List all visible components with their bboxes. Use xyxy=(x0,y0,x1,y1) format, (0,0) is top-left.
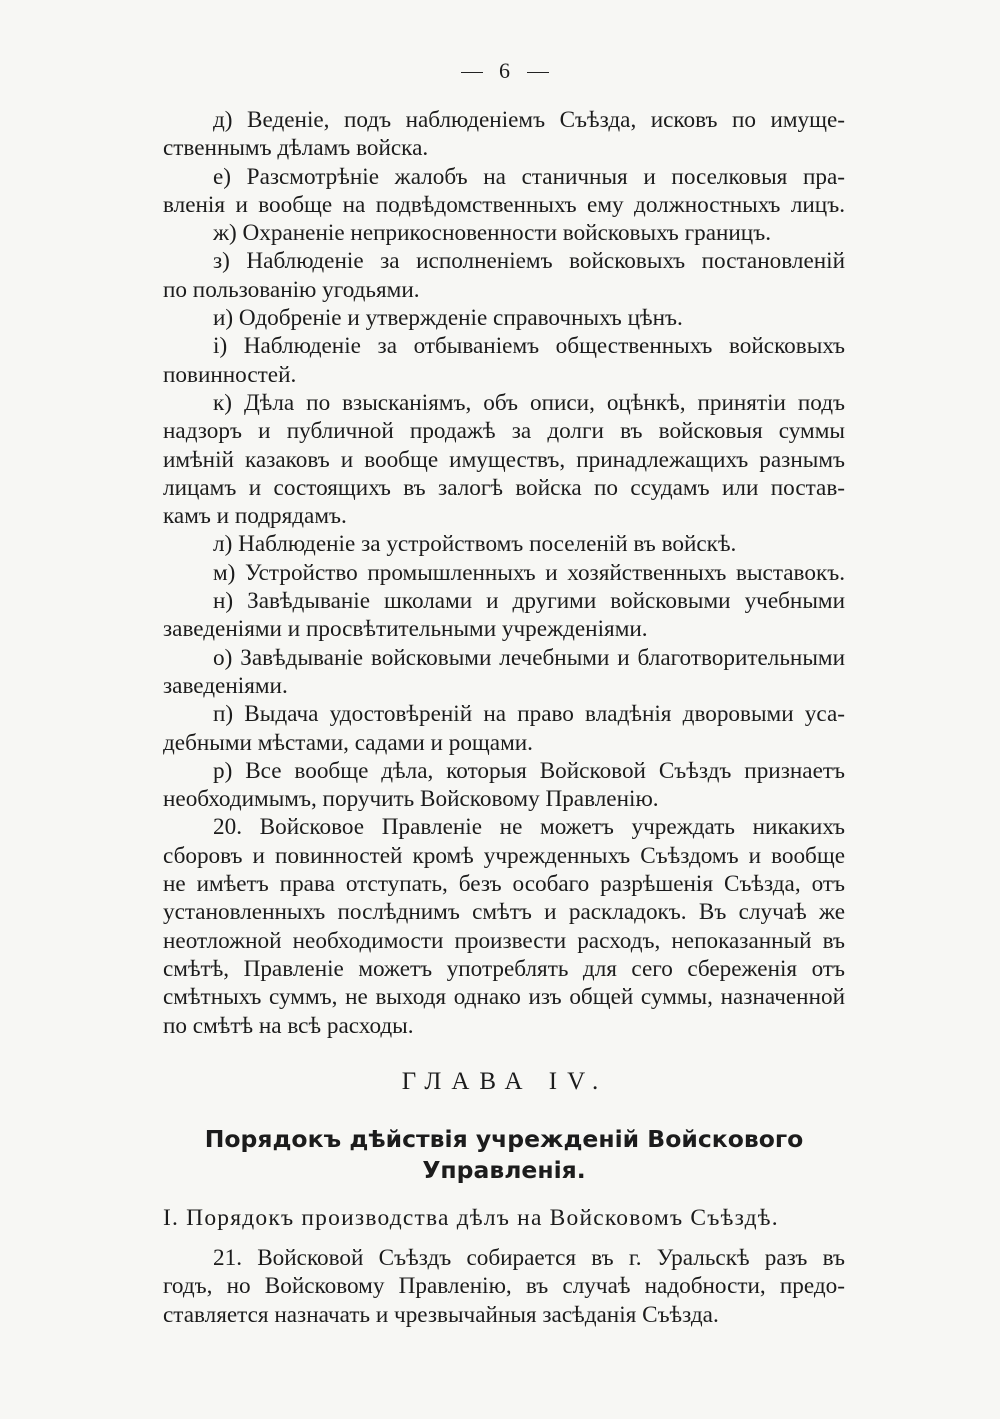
text-line: 21. Войсковой Съѣздъ собирается въ г. Уральскѣ разъ въ xyxy=(213,1245,845,1271)
dash-left xyxy=(461,72,483,73)
text-line: ставляется назначать и чрезвычайныя засѣданія Съѣзда. xyxy=(163,1301,719,1328)
text-line: годъ, но Войсковому Правленію, въ случаѣ надобности, предо- xyxy=(163,1273,845,1300)
text-line: смѣтѣ, Правленіе можетъ употреблять для сего сбереженія отъ xyxy=(163,955,845,982)
chapter-heading xyxy=(163,1124,845,1186)
text-line: повинностей. xyxy=(163,361,297,388)
text-line: е) Разсмотрѣніе жалобъ на станичныя и поселковыя пра- xyxy=(213,163,845,190)
text-line: заведеніями и просвѣтительными учрежденіями. xyxy=(163,616,648,643)
tail-text xyxy=(163,1244,845,1329)
text-line: м) Устройство промышленныхъ и хозяйственныхъ выставокъ. xyxy=(213,559,845,586)
body-text xyxy=(163,106,845,1040)
dash-right xyxy=(527,72,549,73)
text-line: з) Наблюденіе за исполненіемъ войсковыхъ постановленій xyxy=(213,248,845,275)
text-line: вленія и вообще на подвѣдомственныхъ ему должностныхъ лицъ. xyxy=(163,191,845,218)
text-line: камъ и подрядамъ. xyxy=(163,503,347,530)
text-line: о) Завѣдываніе войсковыми лечебными и благотворительными xyxy=(213,644,845,671)
text-line: п) Выдача удостовѣреній на право владѣнія дворовыми уса- xyxy=(213,701,845,728)
text-line: 20. Войсковое Правленіе не можетъ учреждать никакихъ xyxy=(213,814,845,841)
text-line: не имѣетъ права отступать, безъ особаго разрѣшенія Съѣзда, отъ xyxy=(163,871,845,898)
text-line: надзоръ и публичной продажѣ за долги въ войсковыя суммы xyxy=(163,418,845,445)
page-number xyxy=(0,58,1000,84)
text-line: по пользованію угодьями. xyxy=(163,276,420,303)
text-line: д) Веденіе, подъ наблюденіемъ Съѣзда, исковъ по имуще- xyxy=(213,107,845,133)
text-line: р) Все вообще дѣла, которыя Войсковой Съѣздъ признаетъ xyxy=(213,757,845,784)
text-line: смѣтныхъ суммъ, не выходя однако изъ общей суммы, назначенной xyxy=(163,984,845,1011)
page-number-value: 6 xyxy=(499,58,511,83)
text-line: л) Наблюденіе за устройствомъ поселеній въ войскѣ. xyxy=(213,531,737,558)
text-line: к) Дѣла по взысканіямъ, объ описи, оцѣнкѣ, принятіи подъ xyxy=(213,389,845,416)
text-line: имѣній казаковъ и вообще имуществъ, принадлежащихъ разнымъ xyxy=(163,446,845,473)
chapter-heading-line-2: Управленія. xyxy=(422,1156,586,1184)
text-line: ственнымъ дѣламъ войска. xyxy=(163,135,429,162)
text-line: неотложной необходимости произвести расходъ, непоказанный въ xyxy=(163,927,845,954)
text-line: дебными мѣстами, садами и рощами. xyxy=(163,729,533,756)
chapter-heading-line-1: Порядокъ дѣйствія учрежденій Войскового xyxy=(204,1125,804,1153)
text-line: і) Наблюденіе за отбываніемъ общественныхъ войсковыхъ xyxy=(213,333,845,360)
text-line: лицамъ и состоящихъ въ залогѣ войска по ссудамъ или постав- xyxy=(163,474,845,501)
text-line: необходимымъ, поручить Войсковому Правленію. xyxy=(163,786,659,813)
text-line: сборовъ и повинностей кромѣ учрежденныхъ Съѣздомъ и вообще xyxy=(163,842,845,869)
text-line: ж) Охраненіе неприкосновенности войсковыхъ границъ. xyxy=(213,220,771,247)
text-line: заведеніями. xyxy=(163,672,288,699)
text-line: по смѣтѣ на всѣ расходы. xyxy=(163,1012,414,1039)
chapter-title: ГЛАВА IV. xyxy=(401,1068,609,1095)
text-line: и) Одобреніе и утвержденіе справочныхъ цѣнъ. xyxy=(213,305,683,332)
text-line: установленныхъ послѣднимъ смѣтъ и раскладокъ. Въ случаѣ же xyxy=(163,899,845,926)
text-line: н) Завѣдываніе школами и другими войсковыми учебными xyxy=(213,588,845,615)
section-title: I. Порядокъ производства дѣлъ на Войсковомъ Съѣздѣ. xyxy=(163,1205,779,1231)
